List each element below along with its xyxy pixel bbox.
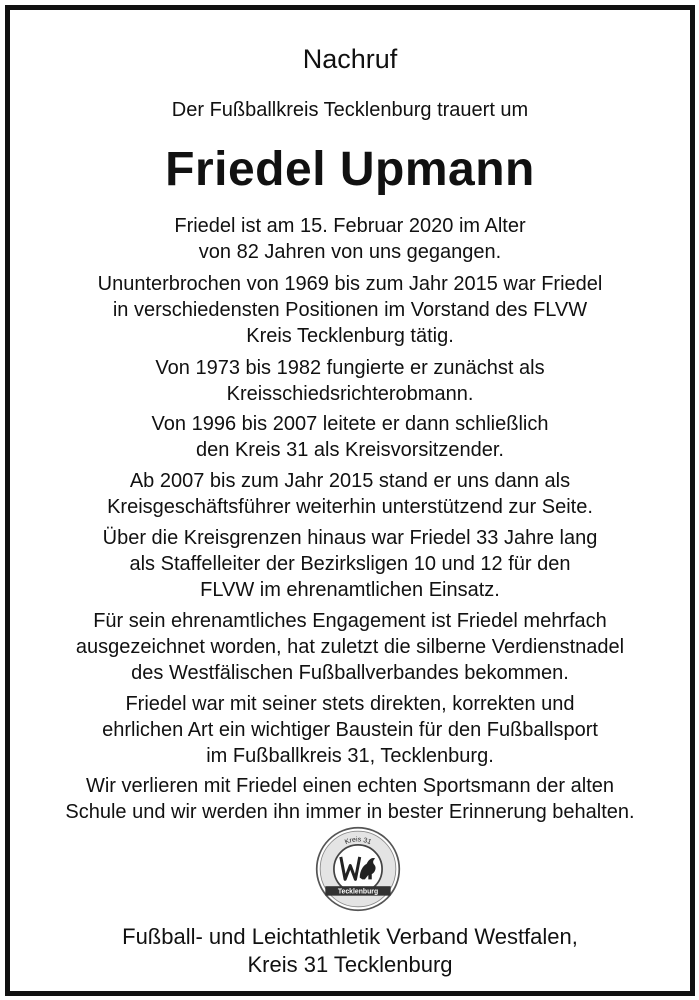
paragraph-line: Wir verlieren mit Friedel einen echten Sportsmann der alten [85, 775, 615, 797]
paragraph-line: Ab 2007 bis zum Jahr 2015 stand er uns dann als [129, 470, 571, 492]
paragraph-line: des Westfälischen Fußballverbandes bekommen. [131, 662, 569, 684]
logo-bottom-text: Tecklenburg [337, 888, 379, 896]
logo-top-text: Kreis 31 [343, 836, 373, 847]
obituary-frame [5, 5, 695, 996]
paragraph-line: Schule und wir werden ihn immer in bester Erinnerung behalten. [65, 801, 635, 823]
paragraph-line: Von 1973 bis 1982 fungierte er zunächst als [155, 357, 545, 379]
paragraph-line: Kreis Tecklenburg tätig. [246, 325, 454, 347]
paragraph-line: FLVW im ehrenamtlichen Einsatz. [200, 579, 500, 601]
paragraph-line: Ununterbrochen von 1969 bis zum Jahr 2015 war Friedel [97, 273, 603, 295]
paragraph-line: Für sein ehrenamtliches Engagement ist Friedel mehrfach [93, 610, 607, 632]
paragraph-line: von 82 Jahren von uns gegangen. [198, 241, 502, 263]
paragraph-line: in verschiedensten Positionen im Vorstand des FLVW [112, 299, 588, 321]
paragraph-line: Friedel ist am 15. Februar 2020 im Alter [174, 215, 526, 237]
paragraph-line: Kreisschiedsrichterobmann. [226, 383, 474, 405]
footer-organization: Fußball- und Leichtathletik Verband Westfalen, [122, 924, 578, 949]
paragraph-line: den Kreis 31 als Kreisvorsitzender. [196, 439, 504, 461]
flvw-kreis-logo [315, 826, 401, 912]
paragraph-line: im Fußballkreis 31, Tecklenburg. [206, 745, 494, 767]
paragraph-line: Friedel war mit seiner stets direkten, korrekten und [125, 693, 575, 715]
footer-district: Kreis 31 Tecklenburg [247, 952, 453, 977]
notice-heading: Nachruf [302, 44, 398, 74]
paragraph-line: ehrlichen Art ein wichtiger Baustein für den Fußballsport [102, 719, 598, 741]
paragraph-line: Von 1996 bis 2007 leitete er dann schließlich [151, 413, 549, 435]
paragraph-line: Kreisgeschäftsführer weiterhin unterstützend zur Seite. [107, 496, 593, 518]
paragraph-line: als Staffelleiter der Bezirksligen 10 und 12 für den [129, 553, 571, 575]
paragraph-line: Über die Kreisgrenzen hinaus war Friedel 33 Jahre lang [102, 527, 598, 549]
paragraph-line: ausgezeichnet worden, hat zuletzt die silberne Verdienstnadel [75, 636, 625, 658]
deceased-name: Friedel Upmann [165, 143, 535, 196]
notice-intro: Der Fußballkreis Tecklenburg trauert um [171, 99, 529, 121]
